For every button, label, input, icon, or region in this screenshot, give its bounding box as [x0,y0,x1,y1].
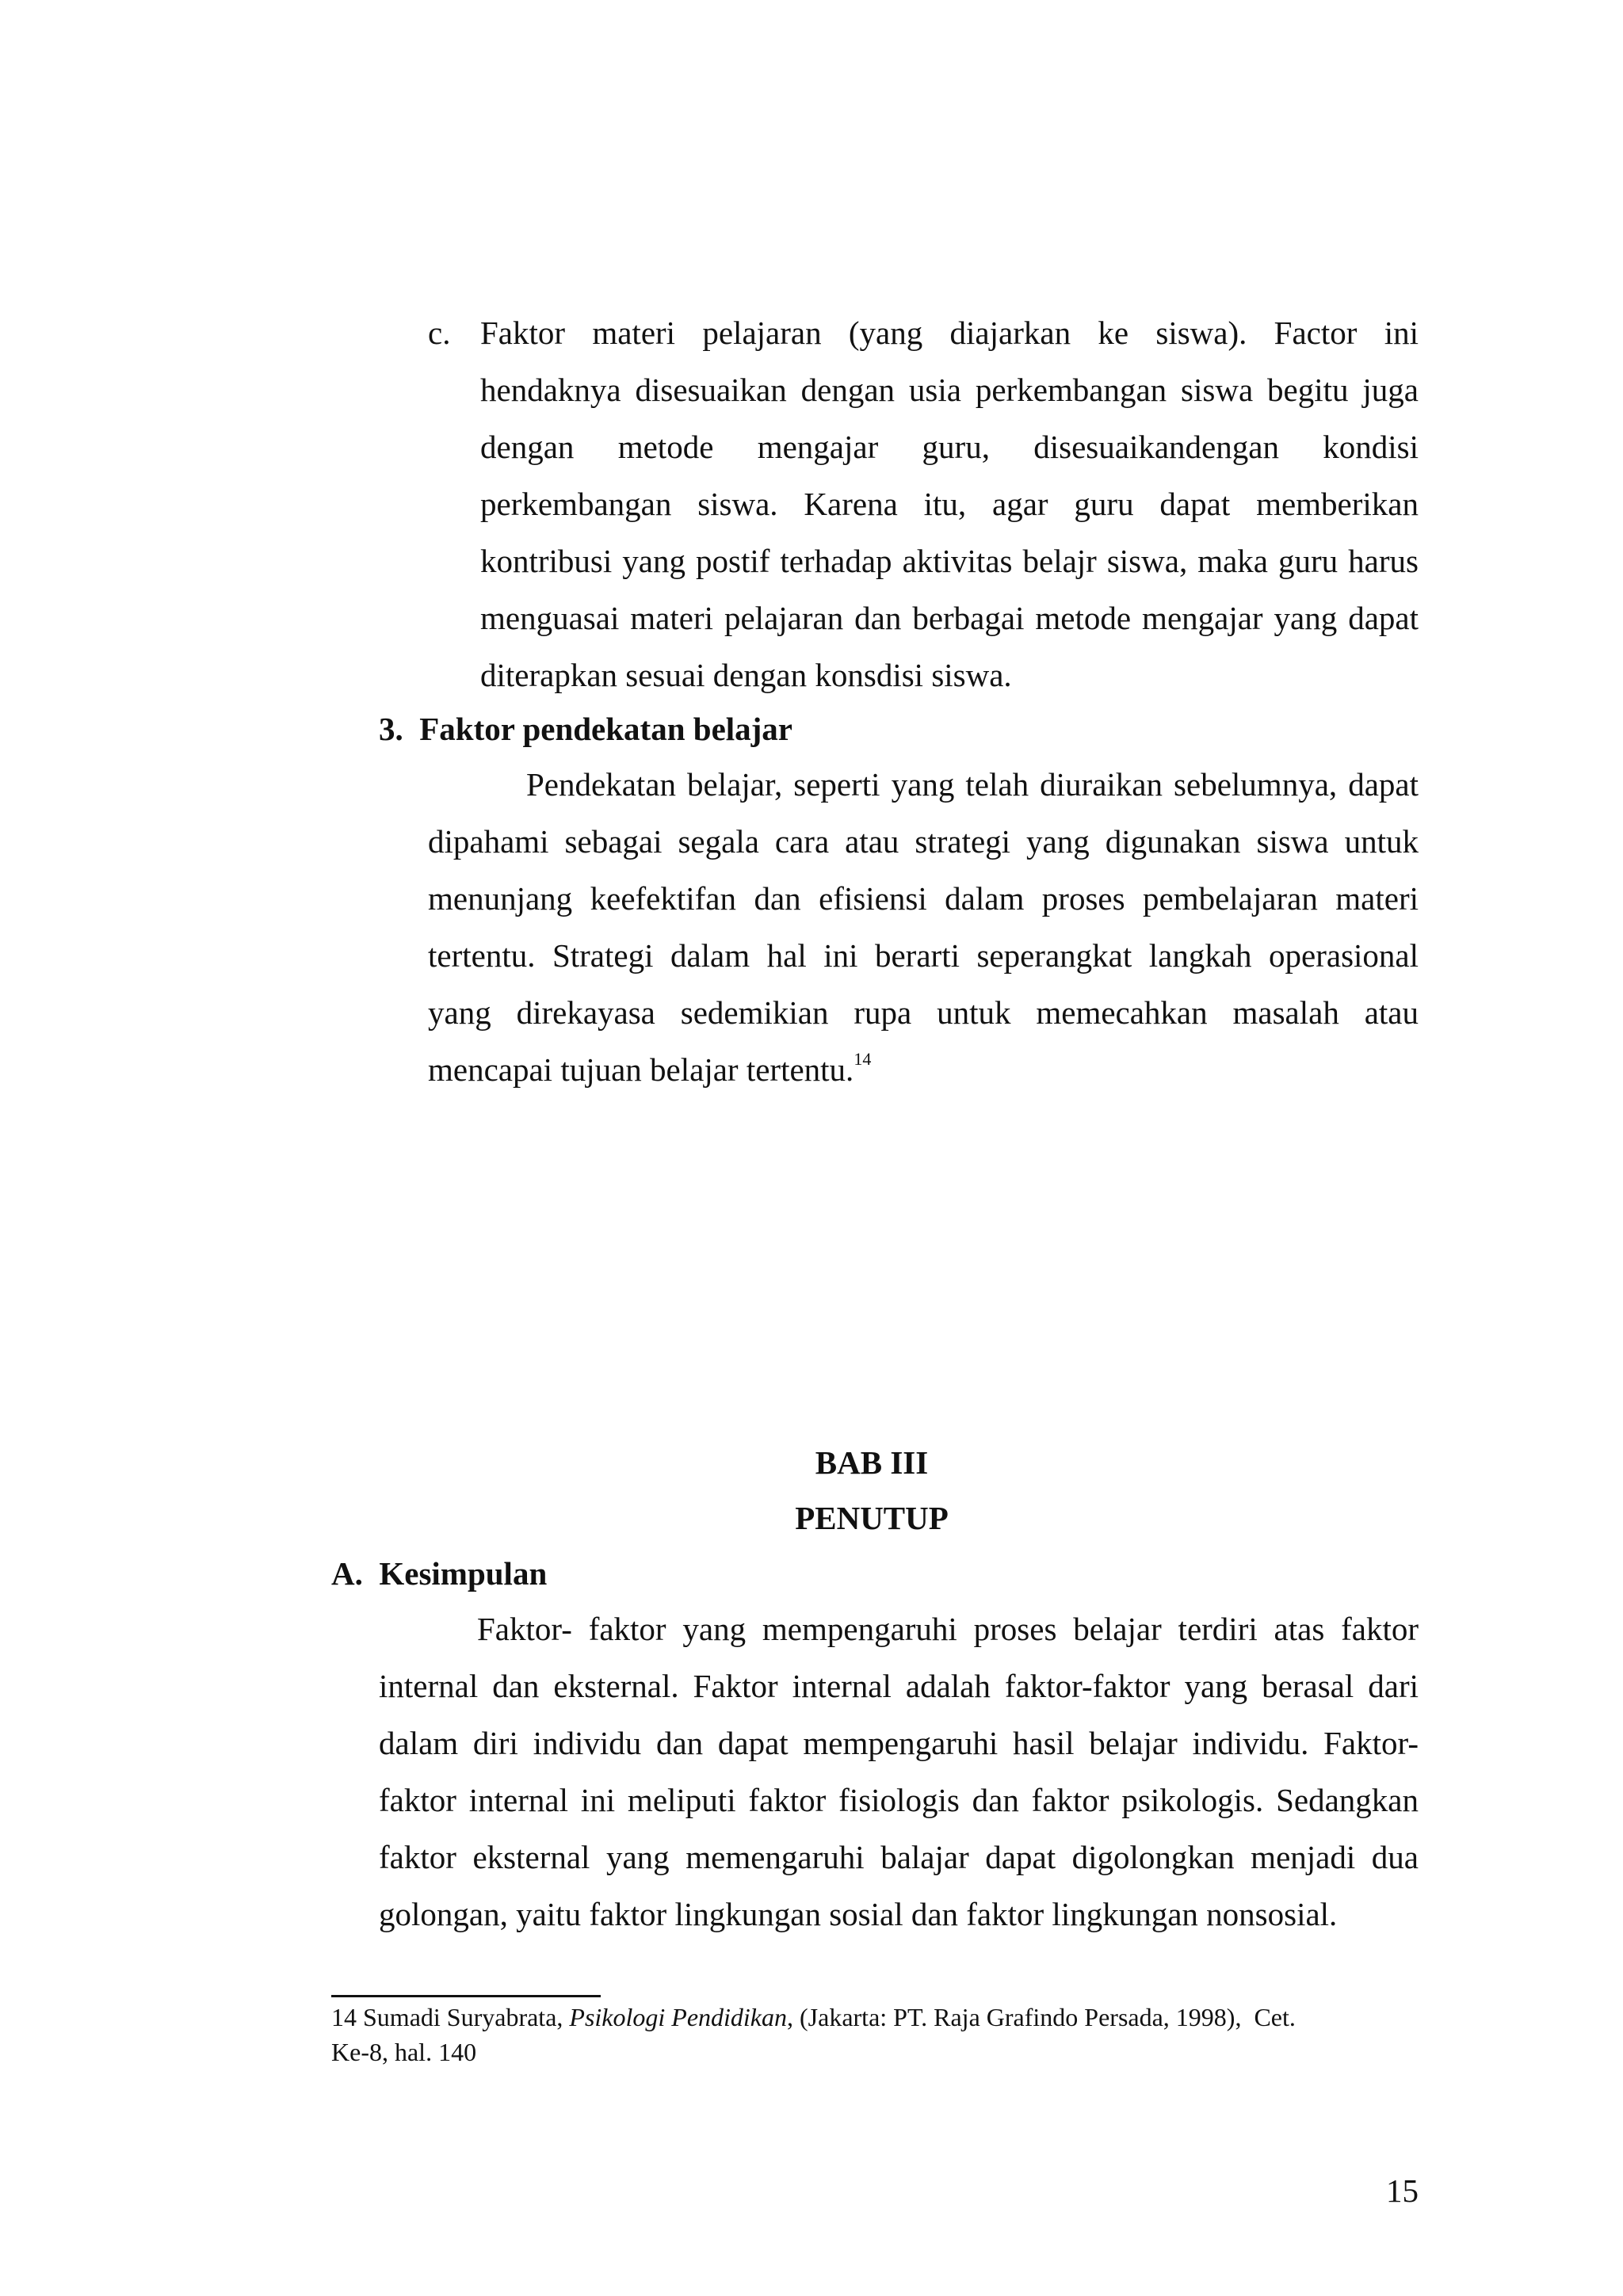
section-3-paragraph [428,756,1419,1098]
text-line: kontribusi yang postif terhadap aktivitas belajr siswa, maka guru harus [480,543,1419,579]
text-line: internal dan eksternal. Faktor internal adalah faktor-faktor yang berasal dari [379,1668,1419,1704]
text-line: faktor internal ini meliputi faktor fisiologis dan faktor psikologis. Sedangkan [379,1782,1419,1818]
footnote-separator [331,1995,601,1997]
footnote-reference[interactable]: 14 [854,1049,872,1069]
section-heading-a: A. Kesimpulan [331,1555,548,1592]
footnote-number: 14 [331,2003,357,2031]
text-line: dalam diri individu dan dapat mempengaruhi hasil belajar individu. Faktor- [379,1725,1419,1761]
footnote-book-title: Psikologi Pendidikan [569,2003,787,2031]
text-line: yang direkayasa sedemikian rupa untuk memecahkan masalah atau [428,994,1419,1031]
chapter-number: BAB III [815,1444,929,1481]
text-line: faktor eksternal yang memengaruhi balajar dapat digolongkan menjadi dua [379,1839,1419,1875]
text-line: menunjang keefektifan dan efisiensi dalam proses pembelajaran materi [428,880,1419,917]
text-line: Faktor- faktor yang mempengaruhi proses belajar terdiri atas faktor [477,1611,1419,1647]
footnote [331,2000,1419,2069]
text-line: dengan metode mengajar guru, disesuaikandengan kondisi [480,429,1419,465]
text-line-last [428,1041,1419,1098]
footnote-line-1 [331,2000,1419,2035]
text-line-content: mencapai tujuan belajar tertentu. [428,1051,854,1088]
conclusion-paragraph [379,1600,1419,1943]
text-line: diterapkan sesuai dengan konsdisi siswa. [480,657,1012,693]
footnote-author: Sumadi Suryabrata, [363,2003,563,2031]
footnote-publication: , (Jakarta: PT. Raja Grafindo Persada, 1998), Cet. [787,2003,1296,2031]
text-line: Faktor materi pelajaran (yang diajarkan ke siswa). Factor ini [480,315,1419,351]
text-line: golongan, yaitu faktor lingkungan sosial dan faktor lingkungan nonsosial. [379,1896,1338,1932]
text-line: dipahami sebagai segala cara atau strategi yang digunakan siswa untuk [428,823,1419,860]
text-line: Pendekatan belajar, seperti yang telah diuraikan sebelumnya, dapat [526,766,1419,803]
text-line: tertentu. Strategi dalam hal ini berarti seperangkat langkah operasional [428,937,1419,974]
list-marker-c: c. [428,315,451,351]
text-line: menguasai materi pelajaran dan berbagai metode mengajar yang dapat [480,600,1419,636]
item-c-paragraph [480,304,1419,704]
text-line: hendaknya disesuaikan dengan usia perkembangan siswa begitu juga [480,372,1419,408]
page-number: 15 [1386,2172,1419,2209]
section-heading-3: 3. Faktor pendekatan belajar [379,711,793,747]
text-line: perkembangan siswa. Karena itu, agar guru dapat memberikan [480,486,1419,522]
footnote-line-2: Ke-8, hal. 140 [331,2038,477,2066]
chapter-title: PENUTUP [795,1500,949,1536]
